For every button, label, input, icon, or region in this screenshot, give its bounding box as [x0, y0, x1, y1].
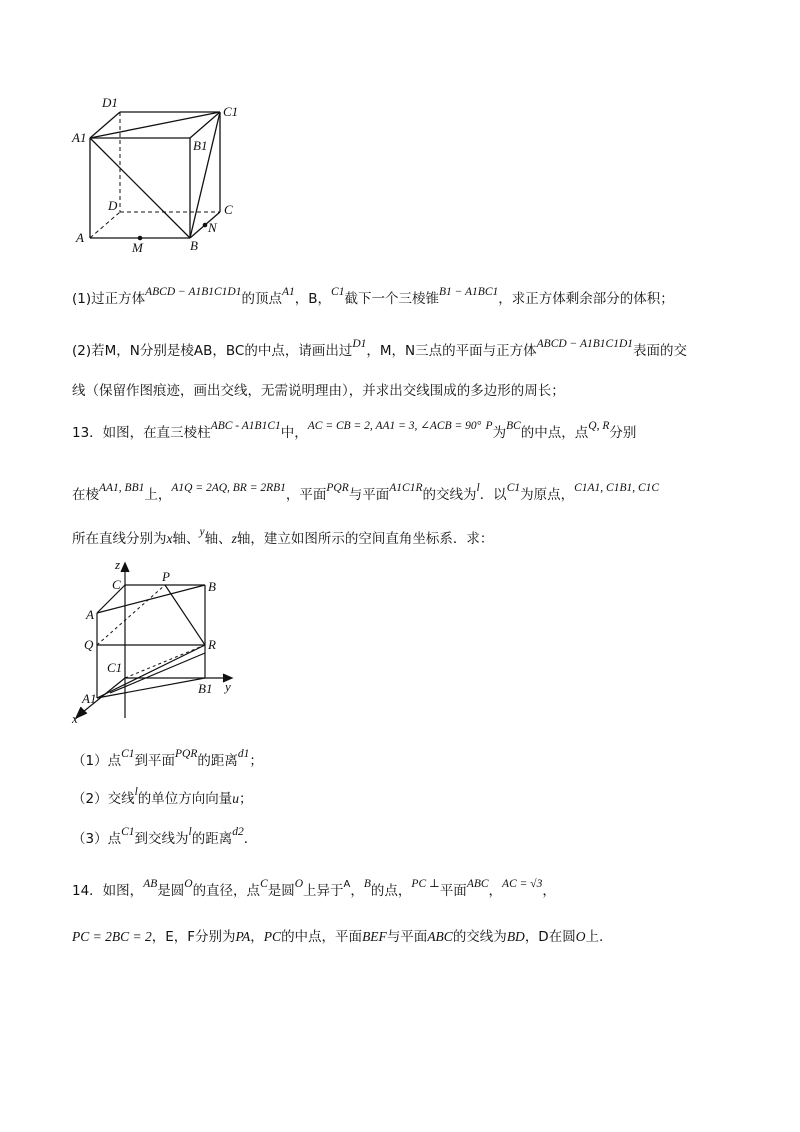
- label-n: N: [208, 220, 217, 235]
- label-p: P: [162, 569, 170, 584]
- label-c: C: [112, 577, 121, 592]
- label-c1: C1: [223, 104, 239, 119]
- label-a1: A1: [82, 691, 97, 706]
- label-m: M: [132, 240, 143, 255]
- label-y: y: [225, 679, 231, 694]
- q13-line3: 所在直线分别为x轴、y轴、z轴，建立如图所示的空间直角坐标系．求：: [72, 526, 494, 547]
- label-b1: B1: [193, 138, 208, 153]
- label-a1: A1: [72, 130, 87, 145]
- cube-figure: [70, 90, 250, 260]
- label-d1: D1: [102, 95, 118, 110]
- q14-line2: PC = 2BC = 2，E，F分别为PA，PC的中点，平面BEF与平面ABC的交线为BD，D在圆O上.: [72, 929, 604, 945]
- label-b: B: [208, 579, 216, 594]
- q12-part2: (2)若M，N分别是棱AB，BC的中点，请画出过D1，M，N三点的平面与正方体ABCD − A1B1C1D1表面的交: [72, 338, 687, 359]
- q13-sub1: （1）点C1到平面PQR的距离d1；: [72, 748, 263, 769]
- q12-part2-continued: 线（保留作图痕迹，画出交线，无需说明理由），并求出交线围成的多边形的周长；: [72, 383, 565, 399]
- prism-figure: [70, 553, 250, 725]
- label-a: A: [76, 230, 84, 245]
- label-c1: C1: [107, 660, 123, 675]
- label-d: D: [108, 198, 118, 213]
- label-z: z: [115, 557, 121, 572]
- q13-line2: 在棱AA1, BB1上，A1Q = 2AQ, BR = 2RB1，平面PQR与平面A1C1R的交线为l．以C1为原点，C1A1, C1B1, C1C: [72, 482, 660, 503]
- q13-sub2: （2）交线l的单位方向向量u；: [72, 786, 253, 807]
- q13-sub3: （3）点C1到交线为l的距离d2．: [72, 826, 258, 847]
- label-b1: B1: [198, 681, 213, 696]
- label-q: Q: [84, 637, 94, 652]
- q13-line1: 13．如图，在直三棱柱ABC - A1B1C1中，AC = CB = 2, AA1 = 3, ∠ACB = 90° P为BC的中点，点Q, R分别: [72, 420, 637, 441]
- q14-line1: 14．如图，AB是圆O的直径，点C是圆O上异于$^A$，B的点，PC ⊥平面ABC，AC = √3，: [72, 878, 556, 899]
- label-a: A: [86, 607, 94, 622]
- q12-part1: (1)过正方体ABCD − A1B1C1D1的顶点A1，B，C1截下一个三棱锥B1 − A1BC1，求正方体剩余部分的体积；: [72, 286, 674, 307]
- label-r: R: [208, 637, 216, 652]
- label-c: C: [224, 202, 233, 217]
- label-x: x: [72, 711, 78, 725]
- point-n: [203, 223, 208, 228]
- label-b: B: [190, 238, 198, 253]
